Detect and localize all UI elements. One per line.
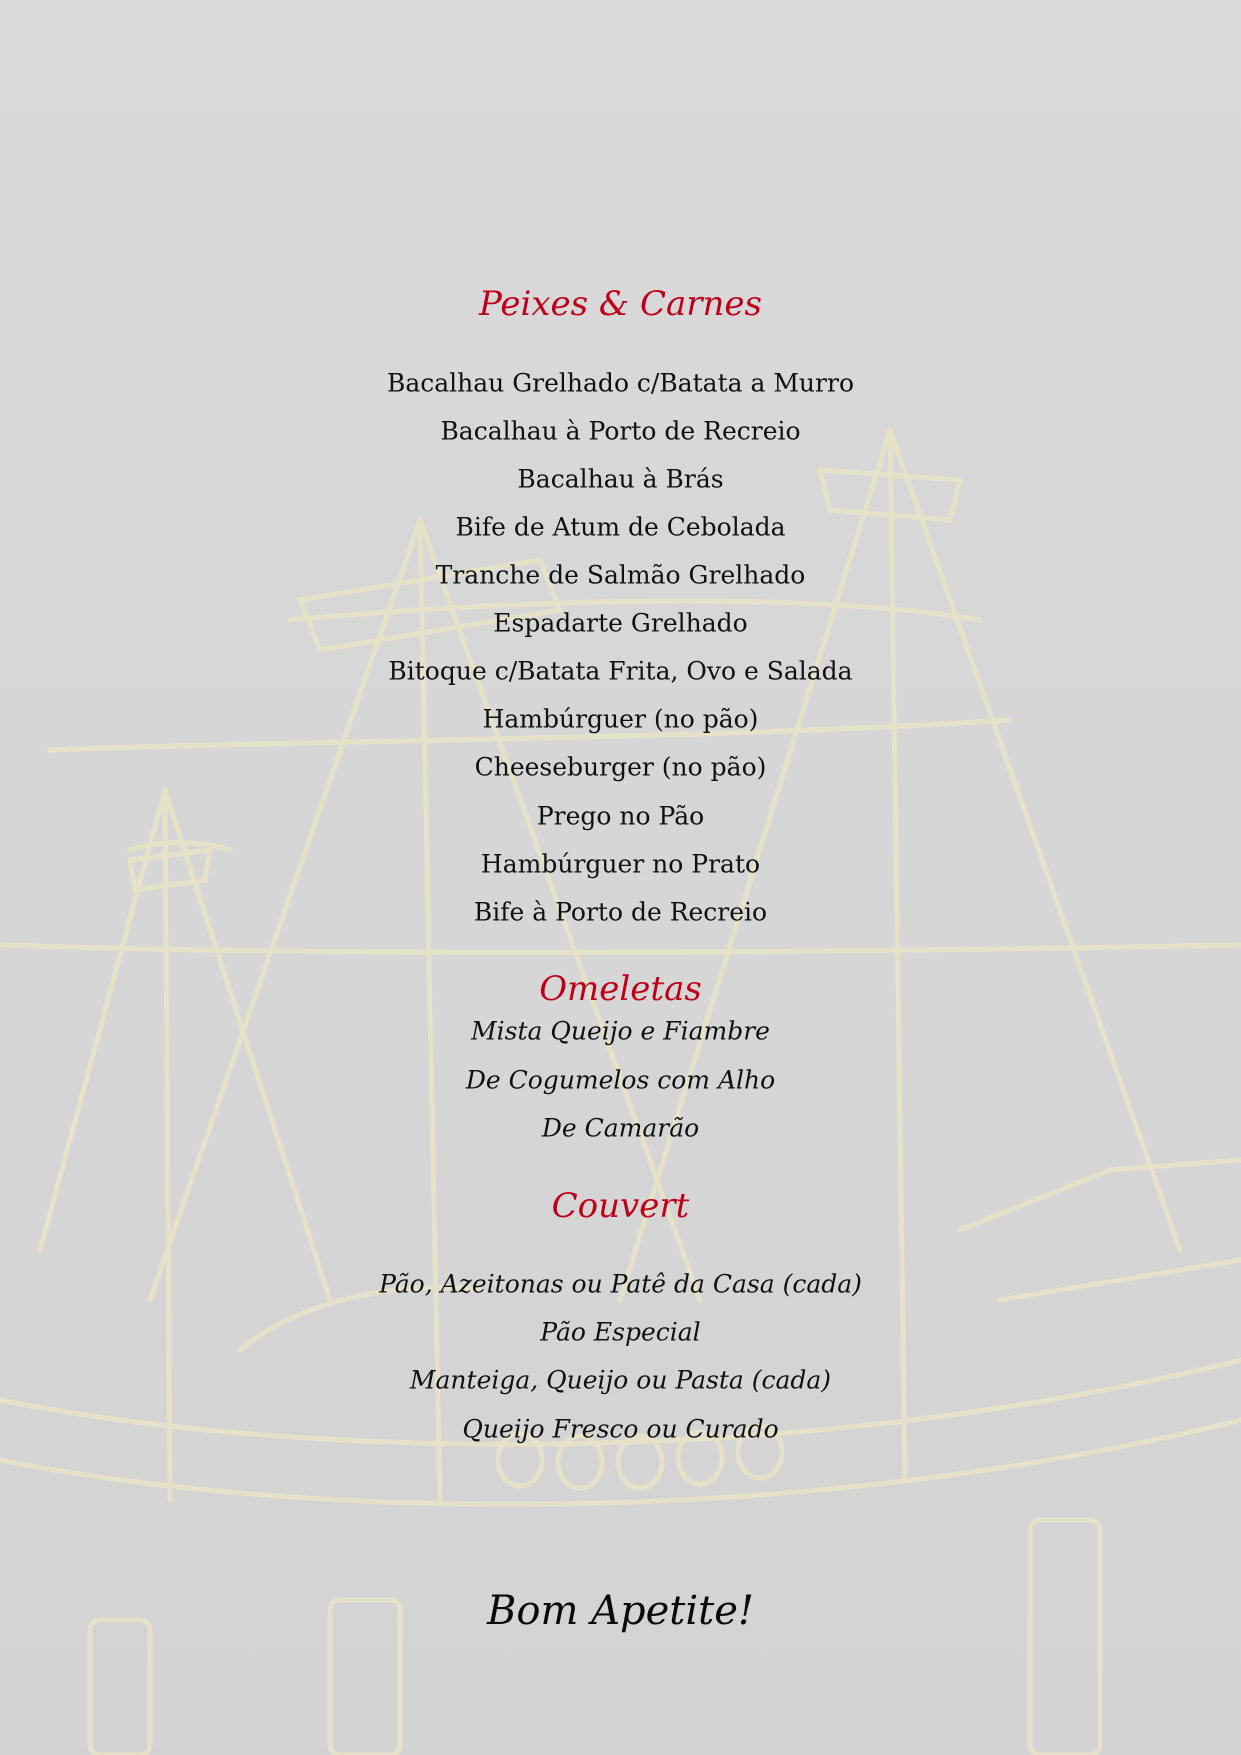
menu-item: Prego no Pão bbox=[536, 801, 705, 831]
section-title-peixes-carnes: Peixes & Carnes bbox=[479, 284, 762, 324]
menu-item: De Camarão bbox=[541, 1113, 700, 1143]
section-title-omeletas: Omeletas bbox=[539, 969, 702, 1009]
menu-item: Pão Especial bbox=[540, 1317, 701, 1347]
menu-item: Hambúrguer no Prato bbox=[480, 849, 761, 879]
menu-item: Manteiga, Queijo ou Pasta (cada) bbox=[409, 1365, 832, 1395]
menu-item: Bife à Porto de Recreio bbox=[473, 897, 768, 927]
menu-item: Bife de Atum de Cebolada bbox=[455, 512, 786, 542]
menu-item: Cheeseburger (no pão) bbox=[474, 752, 767, 782]
menu-item: Queijo Fresco ou Curado bbox=[462, 1414, 779, 1444]
menu-item: Mista Queijo e Fiambre bbox=[471, 1016, 770, 1046]
section-title-couvert: Couvert bbox=[551, 1186, 690, 1226]
menu-item: Bitoque c/Batata Frita, Ovo e Salada bbox=[388, 656, 853, 686]
menu-item: Bacalhau à Porto de Recreio bbox=[440, 416, 801, 446]
menu-item: De Cogumelos com Alho bbox=[465, 1065, 776, 1095]
menu-item: Bacalhau Grelhado c/Batata a Murro bbox=[386, 368, 854, 398]
menu-item: Bacalhau à Brás bbox=[517, 464, 724, 494]
menu-item: Tranche de Salmão Grelhado bbox=[435, 560, 806, 590]
closing-greeting: Bom Apetite! bbox=[487, 1588, 754, 1634]
menu-item: Espadarte Grelhado bbox=[493, 608, 748, 638]
menu-item: Pão, Azeitonas ou Patê da Casa (cada) bbox=[379, 1269, 862, 1299]
menu-item: Hambúrguer (no pão) bbox=[482, 704, 759, 734]
